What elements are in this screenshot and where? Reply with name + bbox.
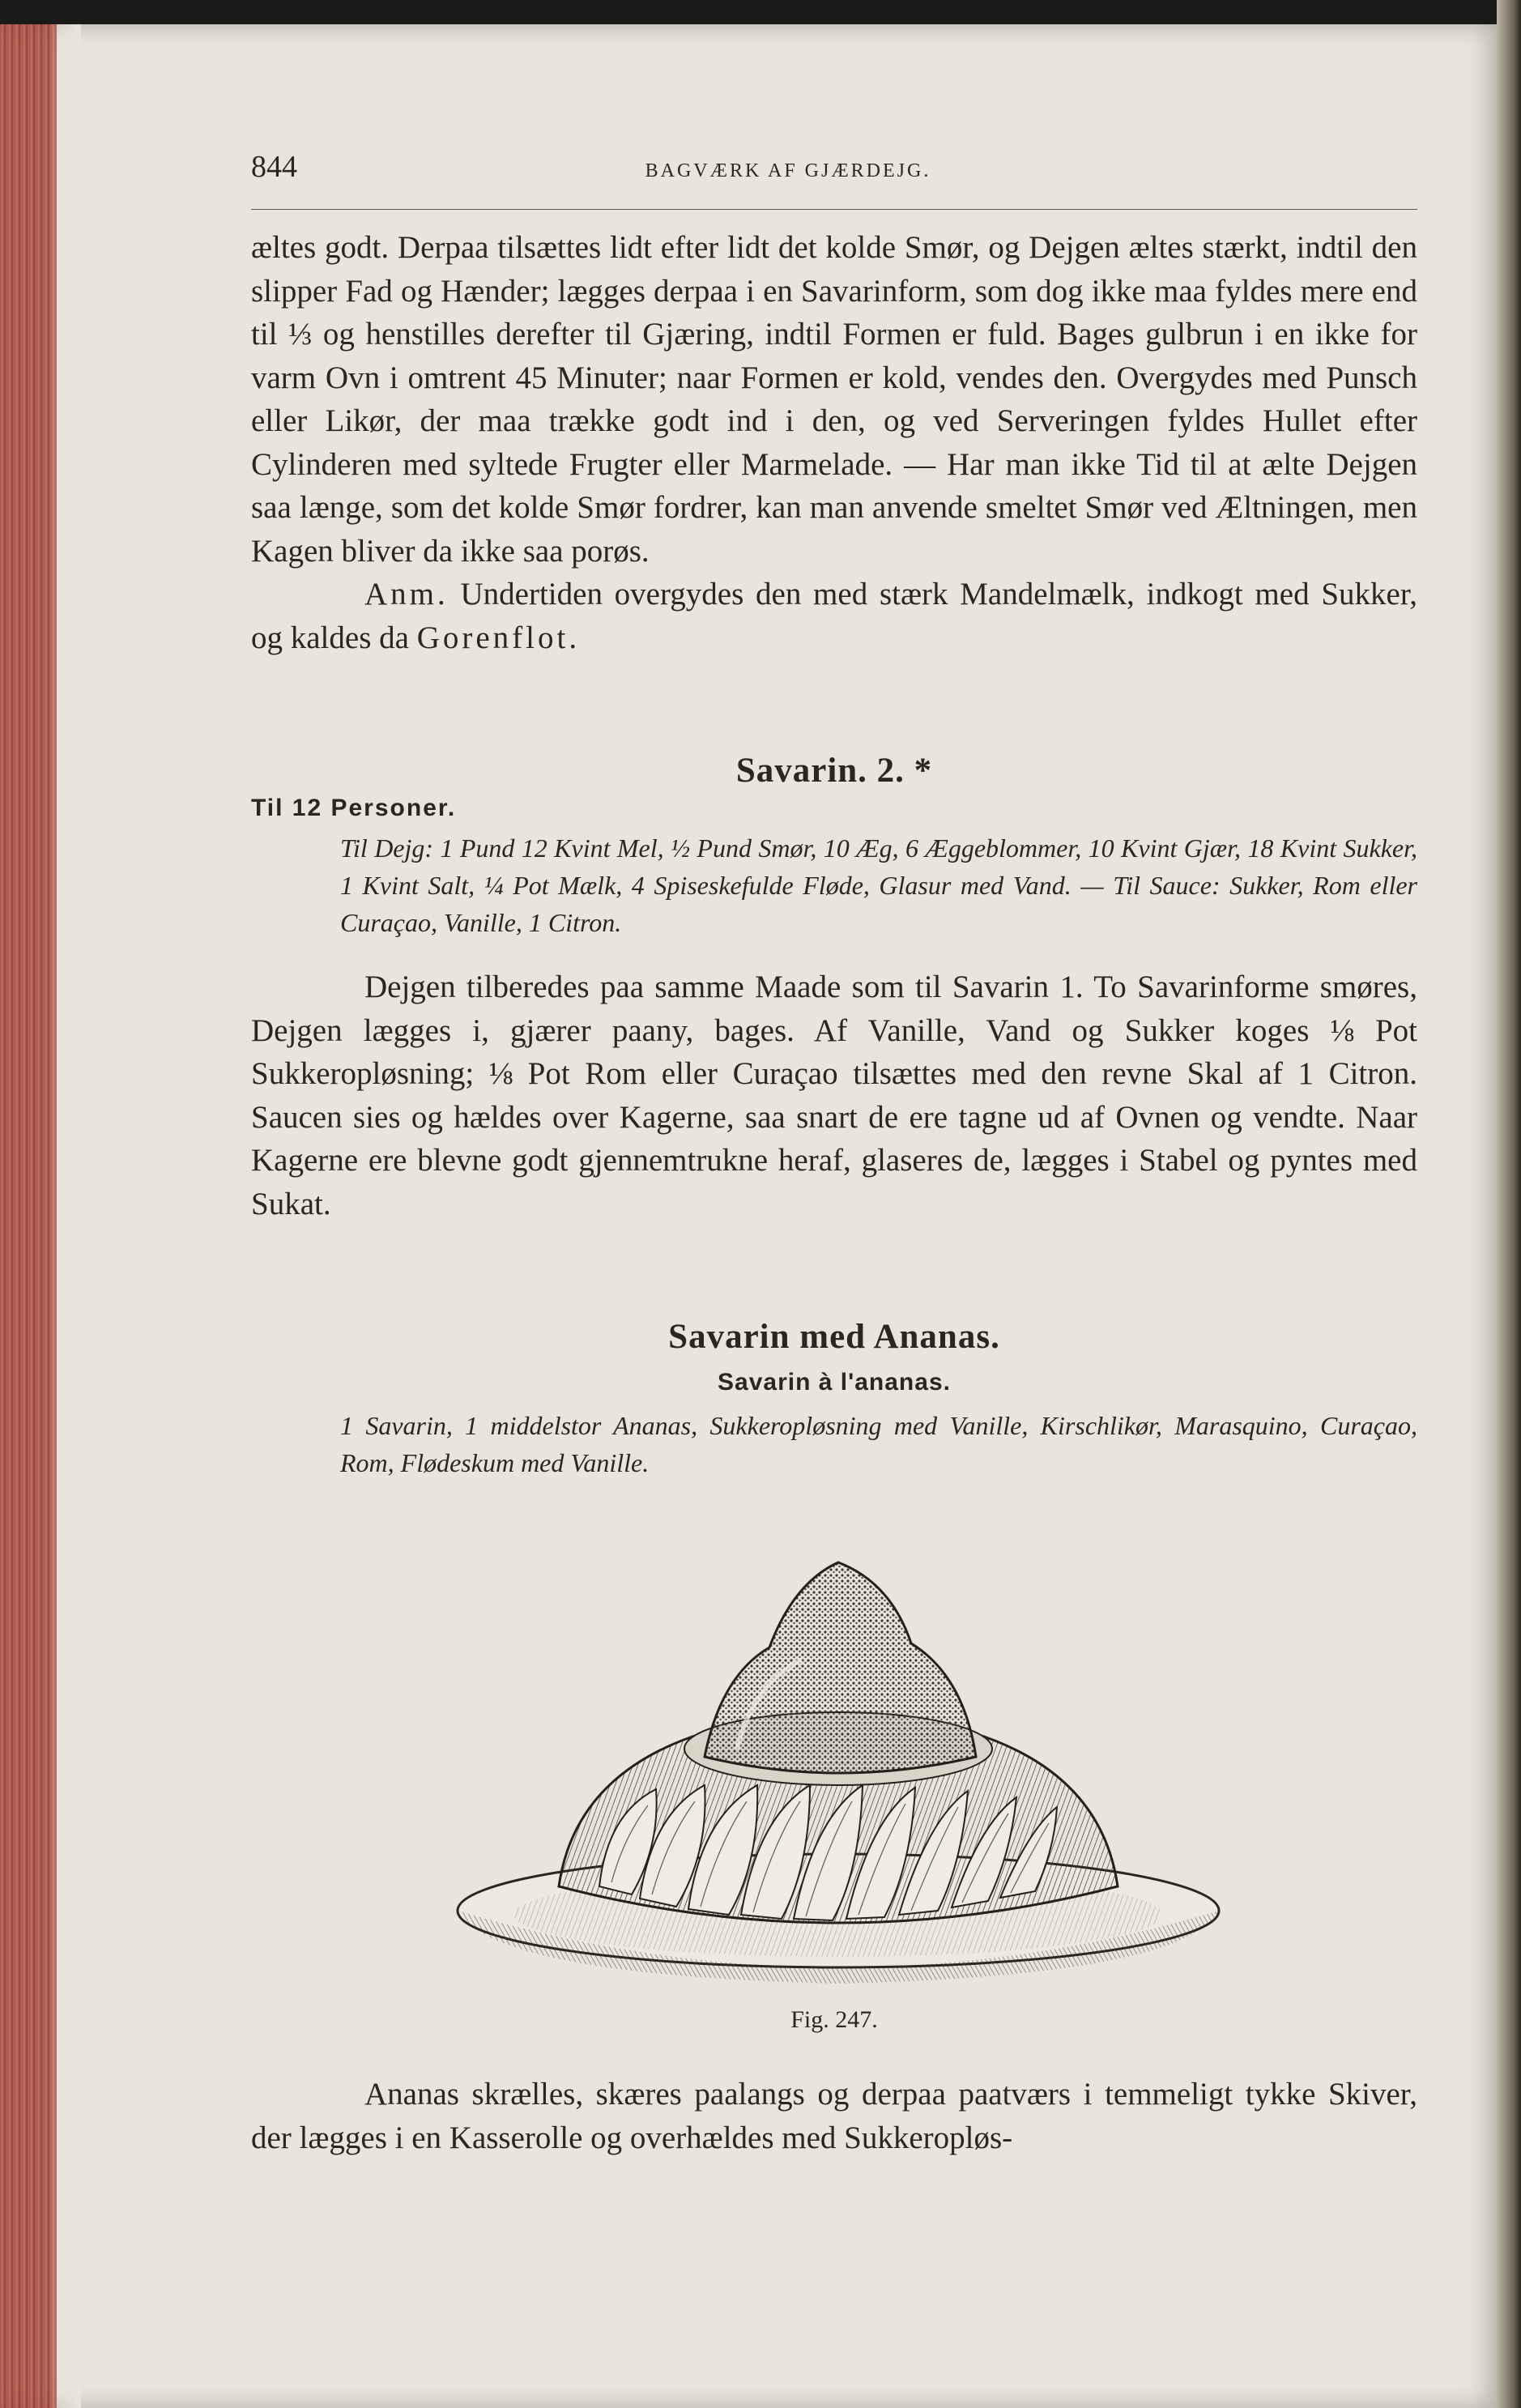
note-end: . bbox=[569, 620, 577, 655]
running-head bbox=[251, 146, 1417, 210]
binding-shadow bbox=[1497, 0, 1521, 2408]
note-paragraph bbox=[251, 573, 1417, 659]
recipe-title-savarin-ananas: Savarin med Ananas. bbox=[668, 1318, 1000, 1356]
method-savarin-ananas: Ananas skrælles, skæres paalangs og derpaa paatværs i temmeligt tykke Skiver, der lægges i en Kasserolle og overhældes med Sukkeropløs- bbox=[251, 2077, 1417, 2155]
cream-dome bbox=[705, 1562, 976, 1773]
note-text: Undertiden overgydes den med stærk Mandelmælk, indkogt med Sukker, og kaldes da bbox=[251, 577, 1417, 655]
page-content bbox=[251, 146, 1417, 2159]
note-term: Gorenflot bbox=[416, 620, 569, 655]
ingredients-savarin-2: Til Dejg: 1 Pund 12 Kvint Mel, ½ Pund Smør, 10 Æg, 6 Æggeblommer, 10 Kvint Gjær, 18 Kvint Sukker, 1 Kvint Salt, ¼ Pot Mælk, 4 Spiseskefulde Fløde, Glasur med Vand. — Til Sauce: Sukker, Rom eller Curaçao, Vanille, 1 Citron. bbox=[340, 833, 1417, 937]
recipe-subtitle-french: Savarin à l'ananas. bbox=[718, 1369, 951, 1396]
servings-label: Til 12 Personer. bbox=[251, 795, 457, 821]
ingredients-savarin-ananas: 1 Savarin, 1 middelstor Ananas, Sukkeropløsning med Vanille, Kirschlikør, Marasquino, Curaçao, Rom, Flødeskum med Vanille. bbox=[340, 1411, 1417, 1477]
figure-caption: Fig. 247. bbox=[790, 2006, 878, 2033]
figure-savarin-illustration bbox=[251, 1506, 1417, 2000]
page-edges-fade bbox=[49, 24, 81, 2408]
running-title: BAGVÆRK AF GJÆRDEJG. bbox=[645, 160, 931, 181]
savarin-engraving bbox=[251, 1506, 1417, 2000]
recipe-title-savarin-2: Savarin. 2. * bbox=[735, 752, 933, 790]
method-savarin-2: Dejgen tilberedes paa samme Maade som til Savarin 1. To Savarinforme smøres, Dejgen lægges i, gjærer paany, bages. Af Vanille, Vand og Sukker koges ⅛ Pot Sukkeropløsning; ⅛ Pot Rom eller Curaçao tilsættes med den revne Skal af 1 Citron. Saucen sies og hældes over Kagerne, saa snart de ere tagne ud af Ovnen og vendte. Naar Kagerne ere blevne godt gjennemtrukne heraf, glaseres de, lægges i Stabel og pyntes med Sukat. bbox=[251, 970, 1417, 1221]
continuation-paragraph: æltes godt. Derpaa tilsættes lidt efter lidt det kolde Smør, og Dejgen æltes stærkt, indtil den slipper Fad og Hænder; lægges derpaa i en Savarinform, som dog ikke maa fyldes mere end til ⅓ og henstilles derefter til Gjæring, indtil Formen er fuld. Bages gulbrun i en ikke for varm Ovn i omtrent 45 Minuter; naar Formen er kold, vendes den. Overgydes med Punsch eller Likør, der maa trække godt ind i den, og ved Serveringen fyldes Hullet efter Cylinderen med syltede Frugter eller Marmelade. — Har man ikke Tid til at ælte Dejgen saa længe, som det kolde Smør fordrer, kan man anvende smeltet Smør ved Æltningen, men Kagen bliver da ikke saa porøs. bbox=[251, 230, 1417, 569]
page-number: 844 bbox=[251, 150, 297, 184]
note-label: Anm. bbox=[364, 577, 449, 612]
